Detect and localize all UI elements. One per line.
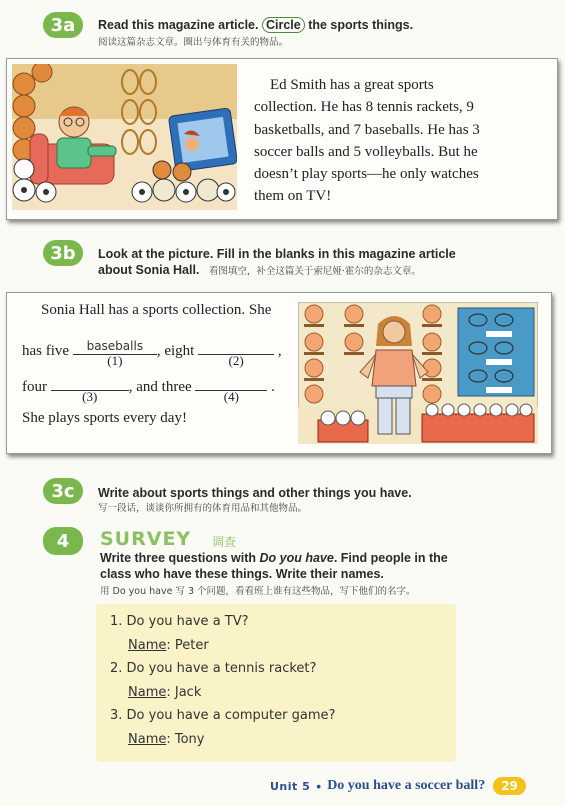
survey-title: SURVEY [100, 528, 192, 550]
line2-mid: , eight [156, 343, 195, 359]
page-number: 29 [493, 777, 526, 795]
instruction-3b [98, 246, 558, 278]
name-label: Name [128, 732, 167, 747]
article-3a-line: soccer balls and 5 volleyballs. But he [254, 143, 478, 160]
blank-1-number: (1) [107, 353, 123, 368]
instruction-4 [100, 550, 560, 582]
footer-unit: Unit 5 [270, 779, 311, 793]
article-3a-text [254, 74, 554, 208]
instruction-3a-cn: 阅读这篇杂志文章。圈出与体育有关的物品。 [98, 37, 289, 48]
footer-bullet: • [316, 778, 322, 794]
survey-name: Peter [174, 638, 209, 653]
article-3b-line3: four (3) , and three (4) . [22, 374, 275, 396]
sonia-hall-illustration [298, 302, 538, 444]
footer-title: Do you have a soccer ball? [327, 778, 486, 793]
page-footer [270, 776, 526, 796]
line3-mid: , and three [128, 379, 192, 395]
blank-3-number: (3) [82, 389, 98, 404]
blank-4[interactable] [195, 374, 267, 404]
instruction-3b-line2 [98, 262, 558, 278]
survey-item-num: 2. [110, 661, 123, 676]
survey-answer-1: Name: Peter [128, 638, 209, 653]
article-3b-line4: She plays sports every day! [22, 410, 187, 426]
article-3a-line: collection. He has 8 tennis rackets, 9 [254, 99, 474, 116]
line3-prefix: four [22, 379, 47, 395]
survey-item-num: 3. [110, 708, 123, 723]
instruction-4-line2: class who have these things. Write their names. [100, 567, 384, 581]
article-3b-line1: Sonia Hall has a sports collection. She [41, 302, 272, 318]
instruction-3c: Write about sports things and other things you have. [98, 486, 412, 500]
blank-2-number: (2) [228, 353, 244, 368]
article-3a-line: doesn’t play sports—he only watches [254, 166, 479, 183]
section-badge-3c: 3c [43, 478, 83, 504]
instruction-4-pre: Write three questions with [100, 551, 260, 565]
blank-3[interactable] [51, 374, 129, 404]
blank-2[interactable] [198, 338, 274, 368]
instruction-3b-cn: 看图填空，补全这篇关于索尼娅·霍尔的杂志文章。 [208, 266, 421, 277]
instruction-3b-line1: Look at the picture. Fill in the blanks in this magazine article [98, 247, 456, 261]
survey-name: Jack [174, 685, 202, 700]
instruction-4-line1 [100, 550, 560, 566]
instruction-3c-cn: 写一段话，谈谈你所拥有的体育用品和其他物品。 [98, 503, 308, 514]
blank-1-answer: baseballs [86, 339, 144, 353]
survey-name: Tony [174, 732, 205, 747]
ed-smith-illustration [12, 64, 237, 210]
section-badge-3b: 3b [43, 240, 83, 266]
line2-prefix: has five [22, 343, 70, 359]
instruction-3a-post: the sports things. [308, 18, 414, 32]
survey-question: Do you have a TV? [126, 614, 249, 629]
instruction-4-cn: 用 Do you have 写 3 个问题，看看班上谁有这些物品，写下他们的名字。 [100, 586, 416, 597]
instruction-3a-pre: Read this magazine article. [98, 18, 259, 32]
article-3b-line2: has five baseballs (1) , eight (2) , [22, 339, 282, 368]
survey-answer-2: Name: Jack [128, 685, 202, 700]
blank-4-number: (4) [223, 389, 239, 404]
survey-item-1 [110, 614, 249, 629]
survey-item-2 [110, 661, 316, 676]
survey-item-num: 1. [110, 614, 123, 629]
name-label: Name [128, 685, 167, 700]
article-3a-line: them on TV! [254, 188, 332, 205]
survey-item-3 [110, 708, 335, 723]
instruction-4-em: Do you have [259, 551, 334, 565]
article-3a-line: Ed Smith has a great sports [270, 77, 434, 93]
survey-title-cn: 调查 [212, 535, 237, 549]
instruction-4-post: . Find people in the [333, 551, 448, 565]
article-3a-line: basketballs, and 7 baseballs. He has 3 [254, 121, 480, 138]
survey-answer-3: Name: Tony [128, 732, 205, 747]
section-badge-4: 4 [43, 527, 83, 555]
instruction-3a [98, 17, 413, 33]
instruction-3b-line2-text: about Sonia Hall. [98, 263, 200, 277]
circle-word: Circle [262, 17, 305, 33]
survey-question: Do you have a tennis racket? [126, 661, 317, 676]
survey-question: Do you have a computer game? [126, 708, 336, 723]
name-label: Name [128, 638, 167, 653]
section-badge-3a: 3a [43, 12, 83, 38]
blank-1[interactable] [73, 338, 157, 368]
